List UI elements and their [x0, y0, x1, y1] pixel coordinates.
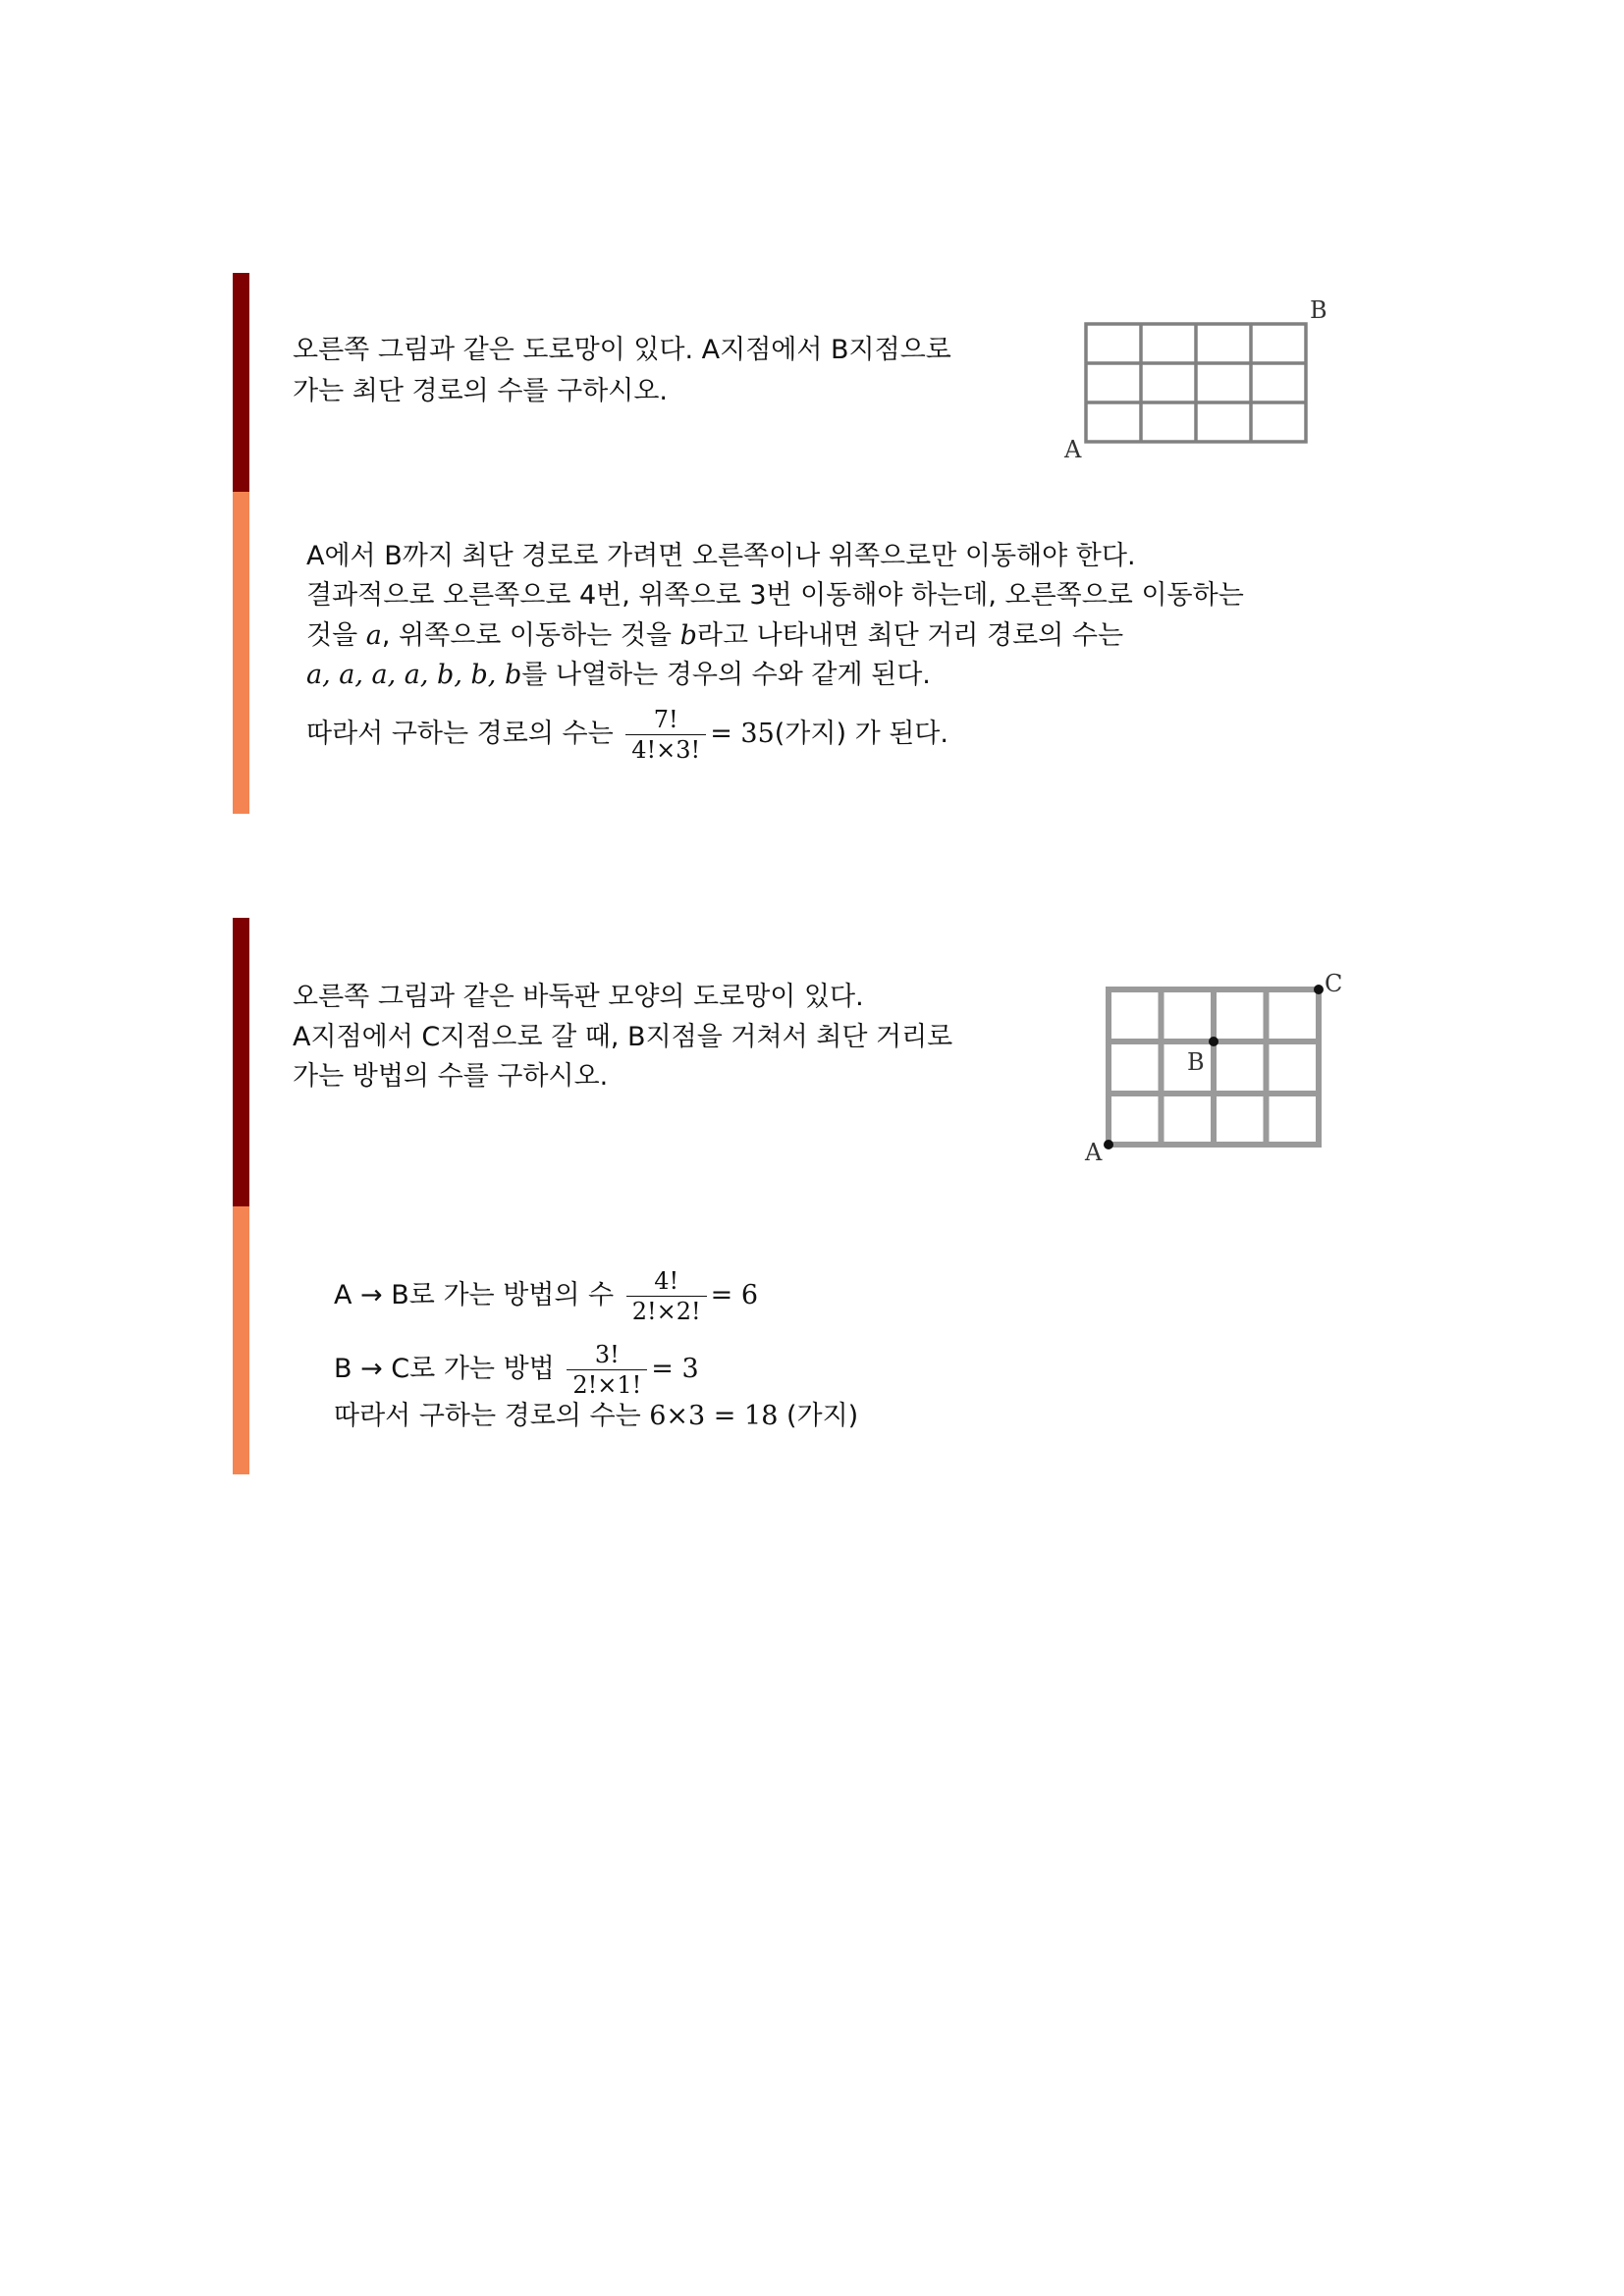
fraction-numerator: 7!: [653, 706, 678, 733]
point-b-label: B: [1187, 1048, 1205, 1076]
text: 를 나열하는 경우의 수와 같게 된다.: [521, 660, 931, 690]
point-c-dot: [1314, 985, 1324, 994]
fraction: [625, 705, 706, 765]
text: , 위쪽으로 이동하는 것을: [381, 620, 680, 651]
fraction: [626, 1266, 707, 1326]
problem1-solution-line4: [306, 655, 931, 696]
fraction-denominator: 4!×3!: [625, 734, 706, 765]
fraction-denominator: 2!×1!: [567, 1369, 647, 1400]
problem2-solution-line2: [334, 1340, 699, 1400]
problem2-solution-line3: [334, 1396, 858, 1437]
problem2-question-line3: 가는 방법의 수를 구하시오.: [293, 1061, 609, 1092]
problem2-solution-bar: [233, 1206, 249, 1474]
fraction-denominator: 2!×2!: [626, 1296, 707, 1326]
text: (가지) 가 된다.: [774, 719, 948, 749]
result: = 35: [710, 719, 775, 749]
problem2-road-grid: [1075, 972, 1350, 1168]
fraction-numerator: 4!: [654, 1267, 679, 1295]
text: (가지): [785, 1401, 859, 1431]
problem1-road-grid: [1060, 296, 1327, 463]
result: = 3: [651, 1354, 699, 1384]
problem1-solution-line5: [306, 705, 948, 765]
problem1-question-line1: 오른쪽 그림과 같은 도로망이 있다. A지점에서 B지점으로: [293, 335, 951, 365]
problem2-question-bar: [233, 918, 249, 1206]
text: A → B로 가는 방법의 수: [334, 1280, 615, 1310]
point-b-dot: [1209, 1037, 1218, 1046]
fraction: [567, 1340, 647, 1400]
text: 따라서 구하는 경로의 수는: [334, 1401, 641, 1431]
variable-b: b: [679, 620, 697, 651]
problem1-question-bar: [233, 273, 249, 492]
problem2-solution-line1: [334, 1266, 758, 1326]
text: 라고 나타내면 최단 거리 경로의 수는: [696, 620, 1124, 651]
variable-sequence: a, a, a, a, b, b, b: [306, 660, 522, 690]
text: 것을: [306, 620, 366, 651]
point-b-label: B: [1310, 296, 1327, 324]
text: 따라서 구하는 경로의 수는: [306, 719, 614, 749]
result: = 6: [710, 1280, 759, 1310]
problem1-solution-line3: [306, 615, 1123, 657]
problem2-question-line1: 오른쪽 그림과 같은 바둑판 모양의 도로망이 있다.: [293, 982, 864, 1012]
problem2-question-line2: A지점에서 C지점으로 갈 때, B지점을 거쳐서 최단 거리로: [293, 1022, 953, 1052]
problem1-solution-bar: [233, 492, 249, 814]
point-a-label: A: [1064, 436, 1082, 463]
problem1-question-line2: 가는 최단 경로의 수를 구하시오.: [293, 376, 668, 406]
point-a-label: A: [1085, 1139, 1103, 1166]
variable-a: a: [365, 620, 382, 651]
problem1-solution-line1: A에서 B까지 최단 경로로 가려면 오른쪽이나 위쪽으로만 이동해야 한다.: [306, 541, 1136, 571]
point-c-label: C: [1325, 970, 1343, 997]
fraction-numerator: 3!: [594, 1341, 620, 1368]
problem1-solution-line2: 결과적으로 오른쪽으로 4번, 위쪽으로 3번 이동해야 하는데, 오른쪽으로 이동하는: [306, 580, 1244, 611]
expression: 6×3 = 18: [649, 1401, 779, 1431]
point-a-dot: [1104, 1140, 1113, 1149]
text: B → C로 가는 방법: [334, 1354, 555, 1384]
